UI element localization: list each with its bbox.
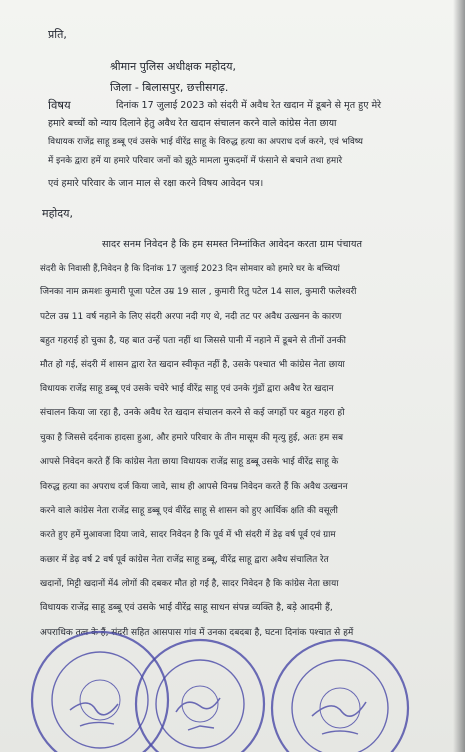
seal-stamp-right <box>272 640 408 752</box>
subject-line: एवं हमारे परिवार के जान माल से रक्षा करने विषय आवेदन पत्र। <box>48 178 264 189</box>
addressee-title: श्रीमान पुलिस अधीक्षक महोदय, <box>110 60 236 73</box>
body-line: कछार में डेढ़ वर्ष 2 वर्ष पूर्व कांग्रेस नेता राजेंद्र साहू डब्बू, वीरेंद्र साहू द्वारा अवैध संचालित रेत <box>40 555 329 565</box>
body-line: संदरी के निवासी हैं,निवेदन है कि दिनांक 17 जुलाई 2023 दिन सोमवार को हमारे घर के बच्चियां <box>40 264 340 274</box>
salutation: महोदय, <box>42 207 73 220</box>
subject-line: दिनांक 17 जुलाई 2023 को संदरी में अवैध रेत खदान में डूबने से मृत हुए मेरे <box>116 100 382 111</box>
subject-line: विधायक राजेंद्र साहू डब्बू एवं उसके भाई वीरेंद्र साहू के विरुद्ध हत्या का अपराध दर्ज करने, एवं भविष्य <box>48 137 363 147</box>
body-line: करने वाले कांग्रेस नेता राजेंद्र साहू डब्बू एवं वीरेंद्र साहू से शासन को हुए आर्थिक क्षति की वसूली <box>40 506 338 516</box>
recipient-prefix: प्रति, <box>48 28 67 41</box>
body-line: विधायक राजेंद्र साहू डब्बू एवं उसके चचेरे भाई वीरेंद्र साहू एवं उनके गुंडों द्वारा अवैध रेत खदान <box>40 384 334 394</box>
subject-line: हमारे बच्चों को न्याय दिलाने हेतु अवैध रेत खदान संचालन करने वाले कांग्रेस नेता छाया <box>48 118 337 129</box>
subject-line: में इनके द्वारा हमें या हमारे परिवार जनों को झूठे मामला मुकदमों में फंसाने से बचाने तथा हमारे <box>48 156 343 166</box>
subject-label: विषय <box>48 98 71 112</box>
body-line: चुका है जिससे दर्दनाक हादसा हुआ, और हमारे परिवार के तीन मासूम की मृत्यु हुई, अतः हम सब <box>40 433 343 443</box>
body-line: बहुत गहराई हो चुका है, यह बात उन्हें पता नहीं था जिससे पानी में नहाने में डूबने से तीनों उनकी <box>40 336 346 346</box>
seal-stamp-left <box>32 632 168 752</box>
seal-stamp-middle <box>136 640 264 752</box>
body-line: मौत हो गई, संदरी में शासन द्वारा रेत खदान स्वीकृत नहीं है, उसके पश्चात भी कांग्रेस नेता छाया <box>40 360 345 370</box>
body-line: विधायक राजेंद्र साहू डब्बू एवं उसके भाई वीरेंद्र साहू साधन संपन्न व्यक्ति है, बड़े आदमी हैं, <box>40 602 333 613</box>
body-line: संचालन किया जा रहा है, उनके अवैध रेत खदान संचालन करने से कई जगहों पर बहुत गहरा हो <box>40 408 345 418</box>
body-line: विरुद्ध हत्या का अपराध दर्ज किया जावे, साथ ही आपसे विनम्र निवेदन करते हैं कि अवैध उत्खनन <box>40 482 348 492</box>
body-line: पटेल उम्र 11 वर्ष नहाने के लिए संदरी अरपा नदी गए थे, नदी तट पर अवैध उत्खनन के कारण <box>40 312 342 322</box>
body-line: आपसे निवेदन करते हैं कि कांग्रेस नेता छाया विधायक राजेंद्र साहू डब्बू उसके भाई वीरेंद्र साहू के <box>40 457 339 467</box>
body-line: खदानों, मिट्टी खदानों में4 लोगों की दबकर मौत हो गई है, सादर निवेदन है कि कांग्रेस नेता छाया <box>40 579 339 589</box>
body-line: सादर सनम निवेदन है कि हम समस्त निम्नांकित आवेदन करता ग्राम पंचायत <box>102 239 363 250</box>
body-line: जिनका नाम क्रमशः कुमारी पूजा पटेल उम्र 19 साल , कुमारी रितु पटेल 14 साल, कुमारी फलेश्वरी <box>40 287 357 297</box>
body-line: करते हुए हमें मुआवजा दिया जावे, सादर निवेदन है कि पूर्व में भी संदरी में डेढ़ वर्ष पूर्व एवं ग्राम <box>40 530 336 540</box>
addressee-district: जिला - बिलासपुर, छत्तीसगढ़. <box>110 81 229 94</box>
body-line: अपराधिक तत्व के हैं, संदरी सहित आसपास गांव में उनका दबदबा है, घटना दिनांक पश्चात से हमें <box>40 628 354 638</box>
